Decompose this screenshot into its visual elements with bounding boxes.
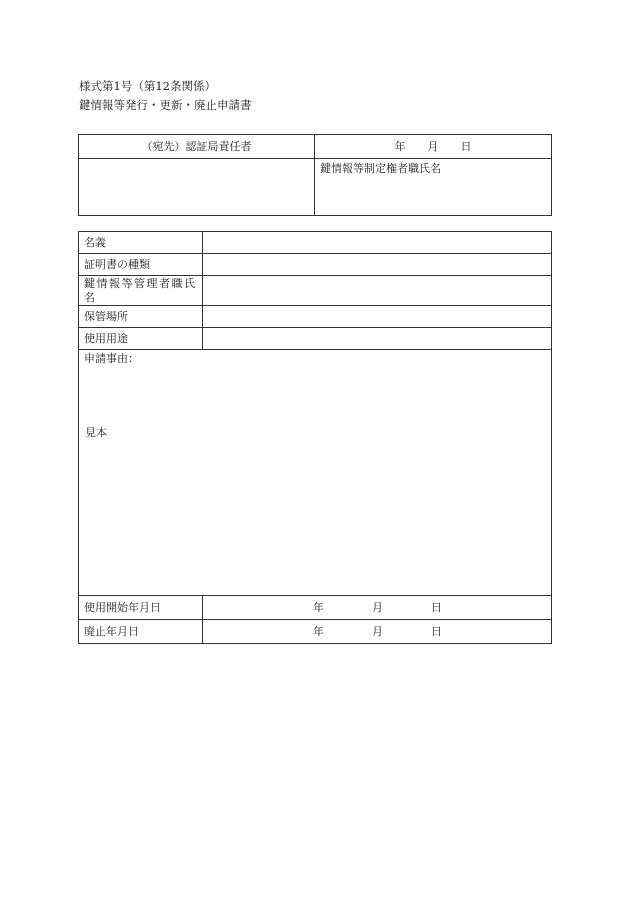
end-month-label: 月 <box>372 624 383 638</box>
date-year-label: 年 <box>394 139 406 153</box>
name-label-cell <box>79 232 203 254</box>
name-label: 名義 <box>84 235 106 249</box>
sample-watermark-text: 見本 <box>85 426 107 439</box>
end-date-label: 廃止年月日 <box>84 624 139 638</box>
storage-label: 保管場所 <box>84 309 128 323</box>
start-date-field[interactable] <box>203 596 552 620</box>
cert-type-label-cell <box>79 254 203 276</box>
submission-date-cell[interactable] <box>315 135 552 159</box>
end-date-field[interactable] <box>203 620 552 644</box>
start-date-label: 使用開始年月日 <box>84 600 161 614</box>
recipient-cell <box>79 135 315 159</box>
recipient-label: （宛先）認証局責任者 <box>141 139 252 153</box>
name-value-field[interactable] <box>203 232 552 254</box>
reason-label: 申請事由： <box>84 352 139 365</box>
applicant-cell[interactable] <box>315 159 552 216</box>
reason-field[interactable] <box>79 350 552 596</box>
form-title: 鍵情報等発行・更新・廃止申請書 <box>79 98 252 112</box>
manager-label-cell <box>79 276 203 306</box>
date-day-label: 日 <box>460 139 472 153</box>
usage-value-field[interactable] <box>203 328 552 350</box>
end-year-label: 年 <box>313 624 324 638</box>
address-table <box>78 134 552 216</box>
form-number: 様式第1号（第12条関係） <box>79 79 216 93</box>
start-date-label-cell <box>79 596 203 620</box>
recipient-blank-cell[interactable] <box>79 159 315 216</box>
end-date-label-cell <box>79 620 203 644</box>
start-month-label: 月 <box>372 600 383 614</box>
applicant-label: 鍵情報等制定権者職氏名 <box>320 162 441 175</box>
start-day-label: 日 <box>431 600 442 614</box>
start-year-label: 年 <box>313 600 324 614</box>
manager-value-field[interactable] <box>203 276 552 306</box>
manager-label: 鍵情報等管理者職氏名 <box>84 276 197 304</box>
storage-value-field[interactable] <box>203 306 552 328</box>
cert-type-label: 証明書の種類 <box>84 257 150 271</box>
end-day-label: 日 <box>431 624 442 638</box>
storage-label-cell <box>79 306 203 328</box>
usage-label-cell <box>79 328 203 350</box>
date-month-label: 月 <box>427 139 439 153</box>
cert-type-value-field[interactable] <box>203 254 552 276</box>
details-table <box>78 231 552 644</box>
usage-label: 使用用途 <box>84 331 128 345</box>
